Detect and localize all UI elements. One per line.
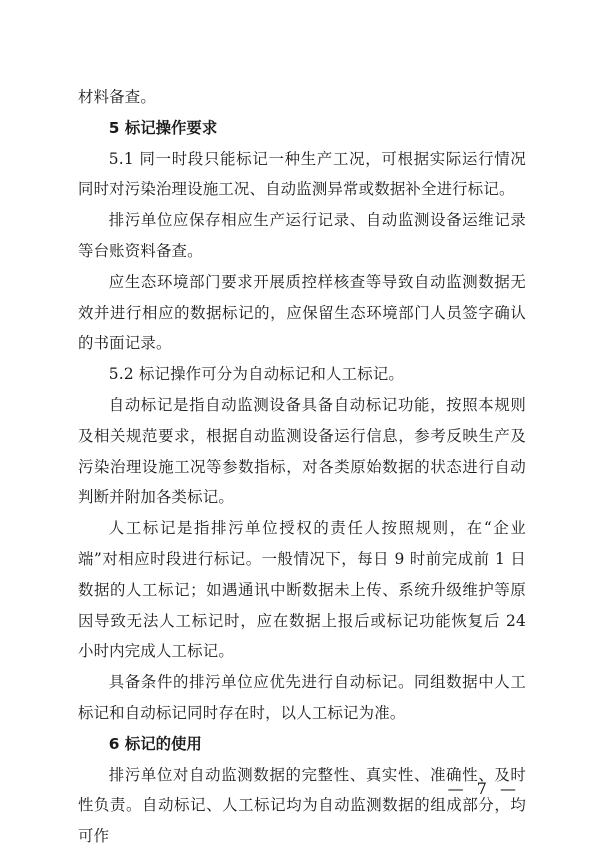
paragraph: 材料备查。 [78, 88, 156, 106]
section-heading: 5 标记操作要求 [108, 118, 218, 137]
paragraph: 人工标记是指排污单位授权的责任人按照规则，在“企业端”对相应时段进行标记。一般情况下，每日 9 时前完成前 1 日数据的人工标记；如遇通讯中断数据未上传、系统升级维护等原因导致无法人工标记时，应在数据上报后或标记功能恢复后 24 小时内完成人工标记。 [78, 519, 526, 661]
page-number: — 7 — [447, 779, 520, 798]
paragraph: 5.2 标记操作可分为自动标记和人工标记。 [108, 365, 405, 384]
paragraph: 排污单位对自动监测数据的完整性、真实性、准确性、及时性负责。自动标记、人工标记均为自动监测数据的组成部分，均可作 [78, 765, 526, 846]
paragraph: 排污单位应保存相应生产运行记录、自动监测设备运维记录等台账资料备查。 [78, 211, 526, 260]
page-body [78, 82, 526, 852]
paragraph: 应生态环境部门要求开展质控样核查等导致自动监测数据无效并进行相应的数据标记的，应保留生态环境部门人员签字确认的书面记录。 [78, 272, 526, 353]
paragraph: 自动标记是指自动监测设备具备自动标记功能，按照本规则及相关规范要求，根据自动监测设备运行信息，参考反映生产及污染治理设施工况等参数指标，对各类原始数据的状态进行自动判断并附加各类标记。 [78, 395, 526, 507]
paragraph: 5.1 同一时段只能标记一种生产工况，可根据实际运行情况同时对污染治理设施工况、自动监测异常或数据补全进行标记。 [78, 149, 526, 199]
paragraph: 具备条件的排污单位应优先进行自动标记。同组数据中人工标记和自动标记同时存在时，以人工标记为准。 [78, 673, 526, 722]
section-heading: 6 标记的使用 [108, 734, 202, 753]
